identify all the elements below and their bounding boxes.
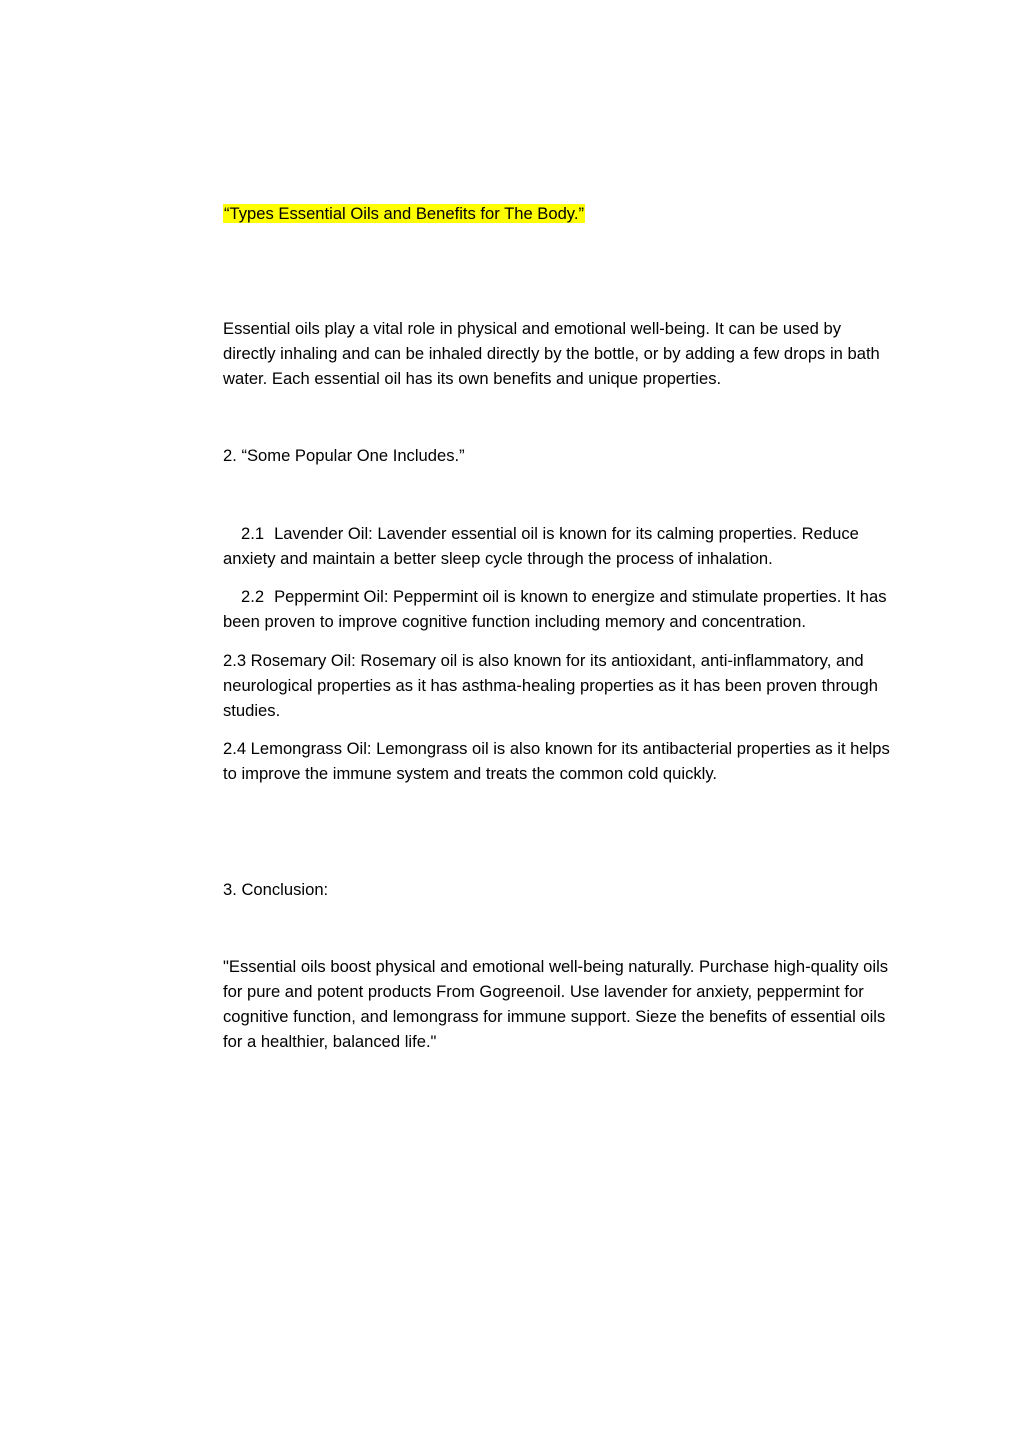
conclusion-paragraph: "Essential oils boost physical and emotional well-being naturally. Purchase high-quality oils for pure and potent products From Gogreenoil. Use lavender for anxiety, peppermint for cognitive function, and lemongrass for immune support. Sieze the benefits of essential oils for a healthier, balanced life." (223, 957, 889, 1051)
list-item-text: 2.3 Rosemary Oil: Rosemary oil is also known for its antioxidant, anti-inflammatory, and neurological properties as it has asthma-healing properties as it has been proven through studies. (223, 651, 878, 720)
section-heading-popular-oils: 2. “Some Popular One Includes.” (223, 446, 465, 465)
document-title (223, 201, 895, 226)
list-item-rosemary (223, 648, 895, 723)
intro-paragraph: Essential oils play a vital role in physical and emotional well-being. It can be used by directly inhaling and can be inhaled directly by the bottle, or by adding a few drops in bath water. Each essential oil has its own benefits and unique properties. (223, 319, 880, 388)
section-heading-conclusion: 3. Conclusion: (223, 880, 329, 899)
list-item-lemongrass (223, 736, 895, 786)
list-item-number: 2.2 (241, 587, 265, 606)
list-item-peppermint (223, 584, 895, 634)
highlighted-title-text: “Types Essential Oils and Benefits for The Body.” (224, 204, 585, 223)
list-item-number: 2.1 (241, 524, 265, 543)
list-item-text: Lavender Oil: Lavender essential oil is known for its calming properties. Reduce anxiety and maintain a better sleep cycle through the process of inhalation. (223, 524, 859, 568)
list-item-text: 2.4 Lemongrass Oil: Lemongrass oil is also known for its antibacterial properties as it helps to improve the immune system and treats the common cold quickly. (223, 739, 890, 783)
list-item-lavender (223, 521, 895, 571)
list-item-text: Peppermint Oil: Peppermint oil is known to energize and stimulate properties. It has been proven to improve cognitive function including memory and concentration. (223, 587, 887, 631)
